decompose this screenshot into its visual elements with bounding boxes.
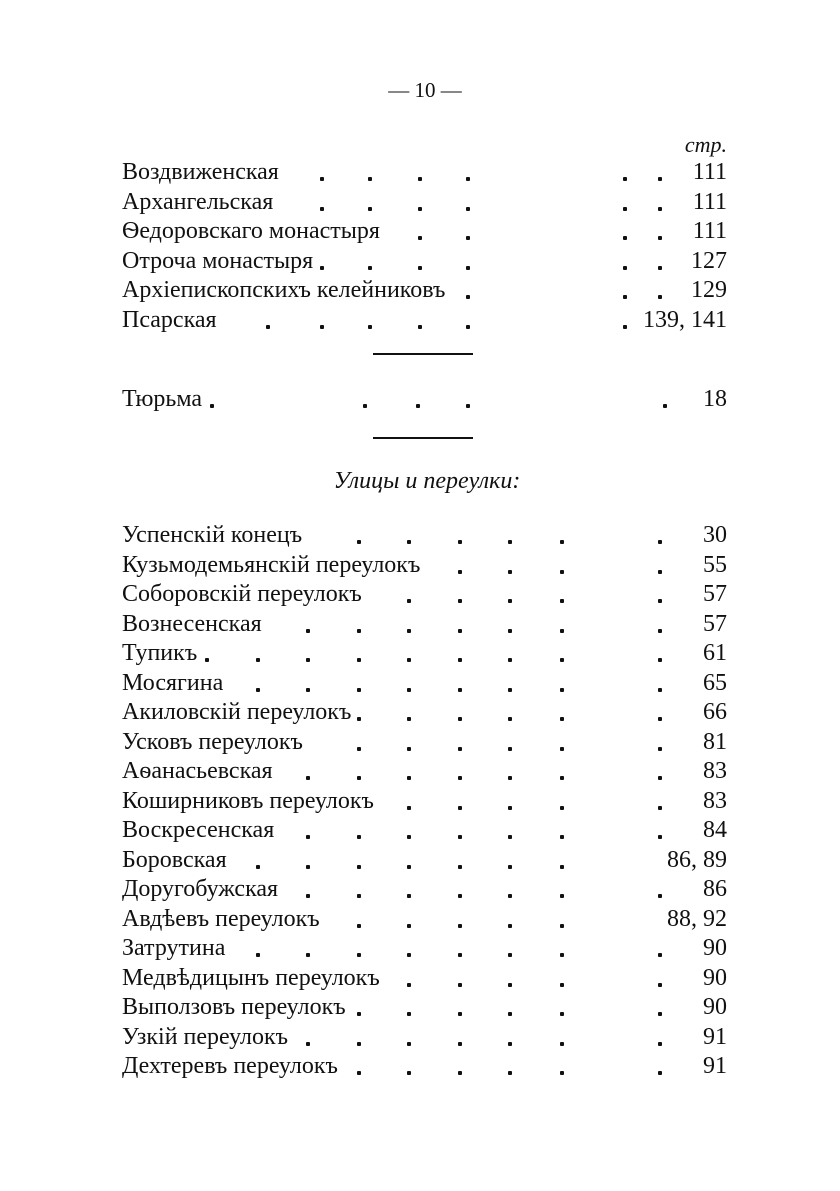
leader-dot — [416, 404, 420, 408]
leader-dot — [418, 177, 422, 181]
leader-dot — [658, 207, 662, 211]
leader-dot — [623, 325, 627, 329]
leader-dot — [458, 776, 462, 780]
streets-section-heading: Улицы и переулки: — [333, 468, 521, 494]
leader-dot — [560, 629, 564, 633]
leader-dot — [508, 688, 512, 692]
entry-page-ref: 55 — [703, 551, 727, 578]
leader-dot — [658, 629, 662, 633]
index-entry — [120, 1052, 727, 1082]
entry-name: Тупикъ — [122, 640, 198, 666]
leader-dot — [458, 894, 462, 898]
index-entry — [120, 217, 727, 247]
leader-dot — [508, 835, 512, 839]
leader-dot — [320, 177, 324, 181]
leader-dot — [368, 207, 372, 211]
entry-name: Успенскій конецъ — [122, 522, 303, 548]
leader-dot — [407, 688, 411, 692]
leader-dot — [508, 658, 512, 662]
leader-dot — [458, 629, 462, 633]
section-divider — [373, 353, 473, 355]
leader-dot — [256, 688, 260, 692]
leader-dot — [658, 658, 662, 662]
entry-page-ref: 111 — [692, 218, 727, 244]
leader-dot — [407, 629, 411, 633]
entry-page-ref: 139, 141 — [643, 306, 727, 333]
entry-page-ref: 18 — [703, 386, 727, 412]
leader-dot — [658, 599, 662, 603]
entry-page-ref: 57 — [703, 581, 727, 607]
entry-name: Медвѣдицынъ переулокъ — [122, 964, 380, 991]
entry-page-ref: 84 — [703, 817, 727, 843]
leader-dot — [458, 1012, 462, 1016]
leader-dot — [407, 924, 411, 928]
entry-page-ref: 30 — [703, 522, 727, 548]
index-list-streets — [120, 521, 727, 1082]
entry-page-ref: 81 — [703, 728, 727, 755]
index-entry — [120, 698, 727, 728]
leader-dot — [466, 266, 470, 270]
leader-dot — [658, 747, 662, 751]
entry-name: Отроча монастыря — [122, 247, 314, 274]
leader-dot — [357, 1071, 361, 1075]
entry-page-ref: 90 — [703, 994, 727, 1020]
leader-dot — [357, 717, 361, 721]
leader-dot — [560, 776, 564, 780]
index-entry — [120, 846, 727, 876]
page-column-header: стр. — [684, 132, 727, 157]
leader-dot — [508, 924, 512, 928]
leader-dot — [508, 776, 512, 780]
index-entry — [120, 905, 727, 935]
leader-dot — [458, 953, 462, 957]
leader-dot — [357, 865, 361, 869]
leader-dot — [466, 207, 470, 211]
leader-dot — [623, 177, 627, 181]
entry-page-ref: 91 — [703, 1053, 727, 1079]
entry-page-ref: 57 — [703, 610, 727, 637]
leader-dot — [418, 325, 422, 329]
leader-dot — [658, 1012, 662, 1016]
leader-dot — [658, 236, 662, 240]
leader-dot — [407, 1071, 411, 1075]
leader-dot — [306, 894, 310, 898]
entry-page-ref: 91 — [703, 1023, 727, 1050]
leader-dot — [357, 776, 361, 780]
leader-dot — [407, 717, 411, 721]
leader-dot — [658, 717, 662, 721]
leader-dot — [368, 266, 372, 270]
leader-dot — [508, 1071, 512, 1075]
entry-page-ref: 86, 89 — [667, 846, 727, 873]
leader-dot — [458, 806, 462, 810]
index-entry — [120, 728, 727, 758]
leader-dot — [560, 835, 564, 839]
entry-name: Мосягина — [122, 669, 224, 696]
leader-dot — [418, 266, 422, 270]
leader-dot — [306, 688, 310, 692]
leader-dot — [658, 1042, 662, 1046]
entry-name: Вознесенская — [122, 610, 262, 637]
leader-dot — [458, 540, 462, 544]
entry-name: Усковъ переулокъ — [122, 728, 303, 755]
leader-dot — [508, 983, 512, 987]
leader-dot — [407, 599, 411, 603]
leader-dot — [658, 835, 662, 839]
leader-dot — [560, 924, 564, 928]
leader-dot — [466, 295, 470, 299]
leader-dot — [623, 207, 627, 211]
leader-dot — [210, 404, 214, 408]
entry-name: Псарская — [122, 306, 217, 333]
leader-dot — [357, 924, 361, 928]
leader-dot — [560, 806, 564, 810]
leader-dot — [458, 835, 462, 839]
entry-page-ref: 65 — [703, 669, 727, 696]
leader-dot — [458, 1071, 462, 1075]
entry-page-ref: 83 — [703, 787, 727, 814]
leader-dot — [407, 894, 411, 898]
leader-dot — [458, 1042, 462, 1046]
index-entry — [120, 610, 727, 640]
leader-dot — [658, 983, 662, 987]
index-entry — [120, 1023, 727, 1053]
entry-name: Тюрьма — [122, 386, 203, 412]
index-entry — [120, 964, 727, 994]
leader-dot — [458, 688, 462, 692]
entry-name: Боровская — [122, 846, 227, 873]
leader-dot — [508, 894, 512, 898]
leader-dot — [560, 1042, 564, 1046]
leader-dot — [357, 894, 361, 898]
entry-name: Доругобужская — [122, 876, 279, 902]
entry-name: Воскресенская — [122, 817, 275, 843]
leader-dot — [466, 177, 470, 181]
leader-dot — [357, 540, 361, 544]
leader-dot — [658, 894, 662, 898]
leader-dot — [306, 835, 310, 839]
leader-dot — [560, 894, 564, 898]
leader-dot — [306, 658, 310, 662]
leader-dot — [508, 599, 512, 603]
index-entry — [120, 188, 727, 218]
index-entry — [120, 816, 727, 846]
leader-dot — [363, 404, 367, 408]
leader-dot — [306, 776, 310, 780]
leader-dot — [663, 404, 667, 408]
leader-dot — [306, 865, 310, 869]
leader-dot — [407, 865, 411, 869]
entry-name: Кузьмодемьянскій переулокъ — [122, 551, 421, 578]
leader-dot — [623, 236, 627, 240]
leader-dot — [418, 236, 422, 240]
leader-dot — [306, 953, 310, 957]
leader-dot — [508, 747, 512, 751]
leader-dot — [306, 629, 310, 633]
leader-dot — [458, 924, 462, 928]
leader-dot — [357, 747, 361, 751]
entry-page-ref: 90 — [703, 935, 727, 961]
leader-dot — [458, 747, 462, 751]
leader-dot — [368, 177, 372, 181]
leader-dot — [560, 717, 564, 721]
entry-name: Аѳанасьевская — [122, 758, 273, 784]
leader-dot — [508, 540, 512, 544]
leader-dot — [256, 658, 260, 662]
leader-dot — [508, 570, 512, 574]
leader-dot — [458, 983, 462, 987]
leader-dot — [320, 266, 324, 270]
index-entry — [120, 521, 727, 551]
index-list-churches — [120, 158, 727, 335]
leader-dot — [560, 599, 564, 603]
index-entry — [120, 757, 727, 787]
leader-dot — [560, 1012, 564, 1016]
leader-dot — [357, 629, 361, 633]
leader-dot — [508, 717, 512, 721]
index-entry — [120, 306, 727, 336]
entry-name: Авдѣевъ переулокъ — [122, 905, 320, 932]
leader-dot — [320, 325, 324, 329]
entry-page-ref: 111 — [692, 159, 727, 185]
index-entry — [120, 551, 727, 581]
leader-dot — [658, 295, 662, 299]
leader-dot — [357, 1042, 361, 1046]
entry-name: Архіепископскихъ келейниковъ — [122, 277, 446, 303]
leader-dot — [623, 266, 627, 270]
leader-dot — [508, 1012, 512, 1016]
leader-dot — [458, 599, 462, 603]
index-entry — [120, 276, 727, 306]
leader-dot — [407, 776, 411, 780]
leader-dot — [560, 983, 564, 987]
leader-dot — [560, 688, 564, 692]
leader-dot — [357, 688, 361, 692]
entry-page-ref: 88, 92 — [667, 905, 727, 932]
leader-dot — [658, 953, 662, 957]
leader-dot — [560, 540, 564, 544]
leader-dot — [256, 865, 260, 869]
leader-dot — [560, 570, 564, 574]
index-list-prison — [120, 385, 727, 415]
entry-page-ref: 61 — [703, 640, 727, 666]
section-divider — [373, 437, 473, 439]
leader-dot — [320, 207, 324, 211]
index-entry — [120, 669, 727, 699]
leader-dot — [418, 207, 422, 211]
leader-dot — [407, 540, 411, 544]
leader-dot — [466, 404, 470, 408]
index-entry — [120, 993, 727, 1023]
entry-page-ref: 90 — [703, 964, 727, 991]
entry-name: Архангельская — [122, 188, 274, 215]
leader-dot — [560, 865, 564, 869]
leader-dot — [466, 236, 470, 240]
leader-dot — [560, 658, 564, 662]
entry-page-ref: 66 — [703, 699, 727, 725]
leader-dot — [623, 295, 627, 299]
entry-name: Затрутина — [122, 935, 226, 961]
entry-page-ref: 86 — [703, 876, 727, 902]
leader-dot — [205, 658, 209, 662]
leader-dot — [508, 806, 512, 810]
leader-dot — [658, 266, 662, 270]
leader-dot — [407, 1012, 411, 1016]
leader-dot — [658, 806, 662, 810]
leader-dot — [658, 776, 662, 780]
index-entry — [120, 787, 727, 817]
leader-dot — [508, 865, 512, 869]
leader-dot — [266, 325, 270, 329]
entry-name: Акиловскій переулокъ — [122, 699, 352, 725]
leader-dot — [658, 688, 662, 692]
leader-dot — [508, 953, 512, 957]
leader-dot — [658, 570, 662, 574]
leader-dot — [357, 1012, 361, 1016]
entry-name: Ѳедоровскаго монастыря — [122, 218, 380, 244]
index-entry — [120, 639, 727, 669]
entry-page-ref: 129 — [691, 277, 727, 303]
leader-dot — [306, 1042, 310, 1046]
leader-dot — [407, 1042, 411, 1046]
entry-name: Соборовскій переулокъ — [122, 581, 362, 607]
leader-dot — [458, 865, 462, 869]
entry-name: Коширниковъ переулокъ — [122, 787, 374, 814]
index-entry — [120, 158, 727, 188]
leader-dot — [407, 983, 411, 987]
leader-dot — [508, 629, 512, 633]
entry-name: Дехтеревъ переулокъ — [122, 1053, 338, 1079]
leader-dot — [560, 953, 564, 957]
leader-dot — [357, 835, 361, 839]
leader-dot — [407, 835, 411, 839]
leader-dot — [508, 1042, 512, 1046]
leader-dot — [658, 540, 662, 544]
leader-dot — [658, 177, 662, 181]
leader-dot — [256, 953, 260, 957]
index-entry — [120, 385, 727, 415]
entry-page-ref: 83 — [703, 758, 727, 784]
index-entry — [120, 580, 727, 610]
index-entry — [120, 934, 727, 964]
leader-dot — [560, 747, 564, 751]
leader-dot — [407, 747, 411, 751]
entry-page-ref: 111 — [692, 188, 727, 215]
leader-dot — [458, 570, 462, 574]
leader-dot — [407, 953, 411, 957]
leader-dot — [357, 658, 361, 662]
leader-dot — [357, 953, 361, 957]
leader-dot — [560, 1071, 564, 1075]
leader-dot — [458, 717, 462, 721]
leader-dot — [658, 1071, 662, 1075]
entry-page-ref: 127 — [691, 247, 727, 274]
entry-name: Воздвиженская — [122, 159, 279, 185]
leader-dot — [407, 806, 411, 810]
entry-name: Узкій переулокъ — [122, 1023, 289, 1050]
leader-dot — [466, 325, 470, 329]
entry-name: Выползовъ переулокъ — [122, 994, 346, 1020]
index-entry — [120, 247, 727, 277]
leader-dot — [458, 658, 462, 662]
leader-dot — [368, 325, 372, 329]
index-entry — [120, 875, 727, 905]
leader-dot — [407, 658, 411, 662]
page-number: — 10 — — [388, 78, 462, 102]
